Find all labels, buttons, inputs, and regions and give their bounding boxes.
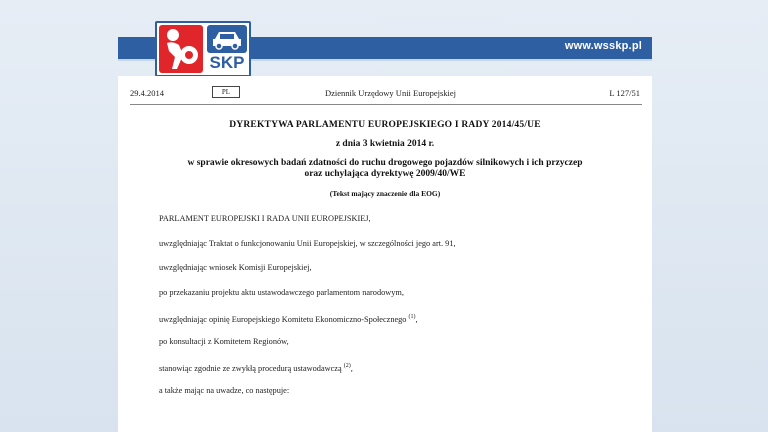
publication-date: 29.4.2014 (130, 88, 164, 98)
person-figure-icon (159, 25, 203, 73)
directive-subject-line2: oraz uchylająca dyrektywę 2009/40/WE (304, 169, 466, 179)
footnote-ref[interactable]: (2) (343, 363, 351, 369)
directive-date: z dnia 3 kwietnia 2014 r. (335, 139, 435, 149)
logo-text: SKP (209, 53, 245, 72)
car-icon (207, 25, 247, 53)
language-badge: PL (212, 86, 240, 98)
paragraph: uwzględniając opinię Europejskiego Komitetu Ekonomiczno-Społecznego $^{(1)}$, (159, 314, 418, 324)
skp-logo (155, 21, 251, 77)
paragraph: po konsultacji z Komitetem Regionów, (159, 336, 289, 346)
directive-title-block (118, 120, 652, 198)
site-url[interactable]: www.wsskp.pl (564, 40, 642, 52)
directive-subject-line1: w sprawie okresowych badań zdatności do ruchu drogowego pojazdów silnikowych i ich przyczep (187, 158, 583, 168)
directive-body (159, 214, 629, 410)
footnote-ref[interactable]: (1) (408, 314, 416, 320)
page-reference: L 127/51 (609, 88, 640, 98)
paragraph: stanowiąc zgodnie ze zwykłą procedurą ustawodawczą $^{(2)}$, (159, 363, 353, 373)
paragraph: po przekazaniu projektu aktu ustawodawczego parlamentom narodowym, (159, 287, 404, 297)
paragraph: a także mając na uwadze, co następuje: (159, 385, 290, 395)
directive-title: DYREKTYWA PARLAMENTU EUROPEJSKIEGO I RADY 2014/45/UE (229, 120, 541, 130)
document-page (118, 76, 652, 432)
journal-header (130, 84, 642, 105)
paragraph: uwzględniając Traktat o funkcjonowaniu Unii Europejskiej, w szczególności jego art. 91, (159, 238, 456, 248)
paragraph: uwzględniając wniosek Komisji Europejskiej, (159, 263, 312, 272)
journal-title: Dziennik Urzędowy Unii Europejskiej (325, 88, 457, 98)
paragraph: PARLAMENT EUROPEJSKI I RADA UNII EUROPEJSKIEJ, (159, 214, 371, 223)
eea-relevance-note: (Tekst mający znaczenie dla EOG) (329, 189, 441, 198)
